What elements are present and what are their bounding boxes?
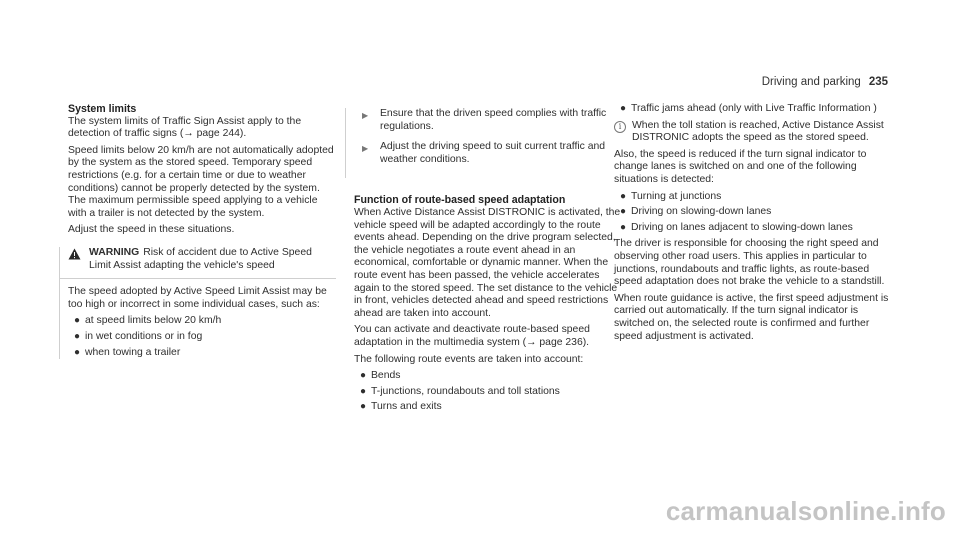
paragraph: You can activate and deactivate route-based speed adaptation in the multimedia system (→ page 236). [354, 324, 590, 348]
warning-triangle-icon [68, 248, 81, 260]
bullet-icon: ● [620, 103, 627, 114]
bullet-icon: ● [74, 315, 81, 327]
list-item: ● Driving on slowing-down lanes [620, 206, 772, 218]
column-left [68, 103, 336, 363]
list-item: ● Driving on lanes adjacent to slowing-down lanes [620, 221, 853, 233]
bullet-icon: ● [620, 221, 627, 233]
list-item: ● Turning at junctions [620, 190, 722, 202]
column-right [614, 103, 894, 347]
list-item: ● Traffic jams ahead (only with Live Traffic Information ) [620, 103, 877, 114]
info-note: i When the toll station is reached, Active Distance Assist DISTRONIC adopts the speed as the stored speed. [614, 120, 894, 145]
step-arrow-icon: ▶ [362, 144, 369, 154]
bullet-icon: ● [74, 346, 81, 358]
bullet-icon: ● [620, 190, 627, 202]
warning-body: The speed adopted by Active Speed Limit Assist may be too high or incorrect in some individual cases, such as: [68, 286, 327, 310]
paragraph: Also, the speed is reduced if the turn signal indicator to change lanes is switched on and one of the following situations is detected: [614, 148, 867, 185]
list-item: ● in wet conditions or in fog [74, 330, 203, 342]
warning-text: Risk of accident due to Active Speed Limit Assist adapting the vehicle's speed [89, 246, 312, 271]
bullet-icon: ● [360, 370, 367, 382]
list-item: ● when towing a trailer [74, 346, 181, 358]
warning-list [68, 315, 336, 359]
paragraph: When Active Distance Assist DISTRONIC is activated, the vehicle speed will be adapted accordingly to the route events ahead. Depending on the drive program selected, the vehicle negotiates a route event ahead in an economical, comfortable or dynamic manner. When the route event has been passed, the vehicle accelerates again to the stored speed. The set distance to the vehicle in front, vehicles detected ahead and speed restrictions ahead are taken into account. [354, 206, 621, 319]
bullet-icon: ● [620, 206, 627, 218]
page-header [762, 76, 888, 88]
list-item: ● at speed limits below 20 km/h [74, 315, 222, 327]
paragraph: The system limits of Traffic Sign Assist apply to the detection of traffic signs (→ page 244). [68, 115, 302, 140]
step-item: ▶ Adjust the driving speed to suit current traffic and weather conditions. [362, 141, 606, 165]
paragraph: The following route events are taken into account: [354, 353, 584, 365]
warning-header [60, 247, 336, 279]
route-adaptation-heading: Function of route-based speed adaptation [354, 194, 566, 207]
system-limits-heading: System limits [68, 103, 137, 115]
route-section [354, 194, 622, 414]
list-item: ● Turns and exits [360, 401, 442, 413]
warning-box [59, 247, 336, 359]
paragraph: The driver is responsible for choosing the right speed and observing other road users. This applies in particular to junctions, roundabouts and traffic lights, as route-based speed adaptation does not brake the vehicle to a standstill. [614, 238, 885, 288]
step-arrow-icon: ▶ [362, 111, 369, 120]
route-events-list [354, 370, 622, 414]
step-block [345, 108, 622, 178]
paragraph: Speed limits below 20 km/h are not automatically adopted by the system as the stored speed. Temporary speed restrictions (e.g. for a certain time or due to weather conditions) cannot be properly detected by the system. The maximum permissible speed applying to a vehicle with a trailer is not detected by the system. [68, 144, 334, 219]
warning-title: WARNING [89, 246, 140, 258]
paragraph: When route guidance is active, the first speed adjustment is carried out automatically. If the turn signal indicator is switched on, the selected route is confirmed and further speed adjustment is activated. [614, 292, 889, 342]
info-icon: i [614, 121, 626, 133]
step-item: ▶ Ensure that the driven speed complies with traffic regulations. [362, 108, 607, 132]
bullet-icon: ● [360, 385, 367, 397]
column-middle [354, 108, 622, 418]
list-item: ● T-junctions, roundabouts and toll stations [360, 385, 560, 397]
bullet-icon: ● [74, 330, 81, 342]
section-title: Driving and parking [761, 76, 861, 88]
paragraph: Adjust the speed in these situations. [68, 224, 235, 236]
watermark: carmanualsonline.info [665, 496, 946, 526]
continued-list [614, 103, 894, 116]
page-number: 235 [868, 76, 888, 88]
bullet-icon: ● [360, 401, 367, 413]
situations-list [614, 191, 894, 235]
list-item: ● Bends [360, 370, 401, 382]
